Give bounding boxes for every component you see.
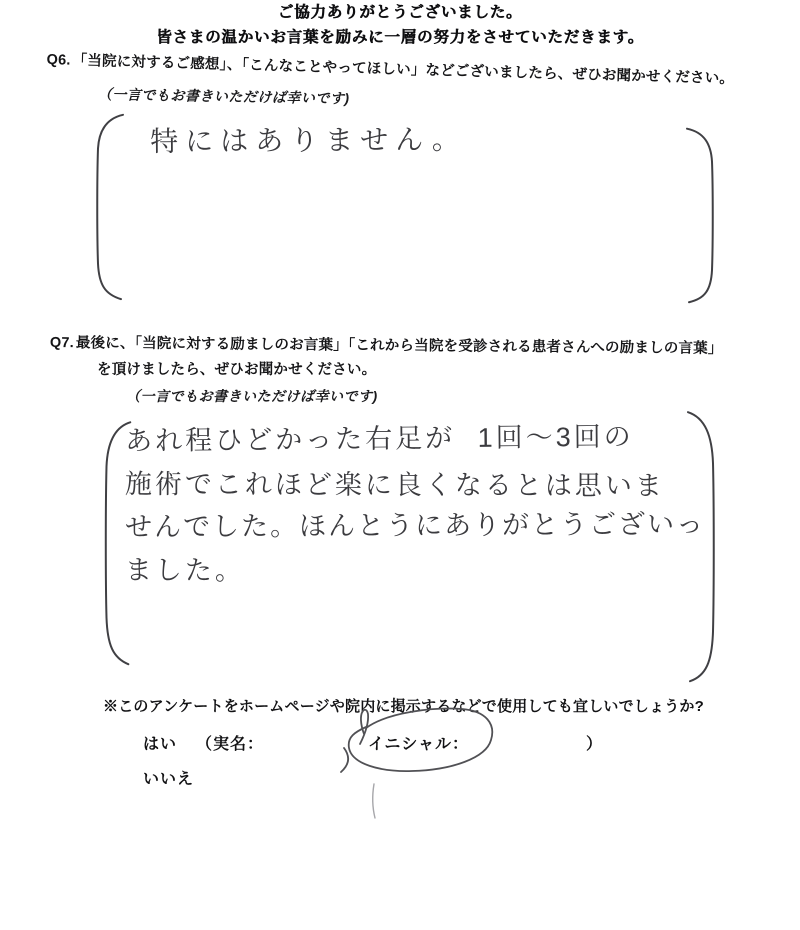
q7-question-line2: を頂けましたら、ぜひお聞かせください。 [97,362,377,378]
q6-question-line [46,48,734,88]
closing-line1: ご協力ありがとうございました。 [277,4,523,21]
q6-note: （一言でもお書きいただけば幸いです) [97,85,350,107]
consent-initial-label: イニシャル： [368,736,470,753]
closing-message [0,0,800,50]
q7-answer-line3: せんでした。ほんとうにありがとうございっ [125,508,706,542]
q7-answer-line1: あれ程ひどかった右足が 1回〜3回の [125,421,634,456]
q7-answer-area [95,408,723,686]
q7-answer-line2: 施術でこれほど楽に良くなるとは思いま [124,468,665,501]
consent-option-yes: はい [143,736,178,753]
q7-label: Q7. [49,334,74,352]
q7-question-line1 [50,331,723,358]
closing-line2: 皆さまの温かいお言葉を励みに一層の努力をさせていただきます。 [156,29,644,46]
q6-answer-area [88,110,724,306]
q6-question-text: 「当院に対するご感想」、「こんなことやってほしい」などございましたら、ぜひお聞かせください。 [72,52,735,88]
handwritten-bracket-right-icon [682,126,722,304]
consent-question: ※このアンケートをホームページや院内に掲示するなどで使用しても宜しいでしょうか? [103,698,704,715]
handwritten-circle-icon [330,702,610,822]
consent-option-no: いいえ [143,771,195,788]
consent-paren-close: ） [586,736,604,753]
q7-answer-text [125,420,705,592]
q6-answer-text: 特にはありません。 [150,123,467,157]
q7-answer-line4: ました。 [124,554,245,586]
consent-real-name-label: （実名： [196,736,265,753]
q7-question-text1: 最後に、「当院に対する励ましのお言葉」「これから当院を受診される患者さんへの励ましの言葉」 [75,335,723,357]
q6-label: Q6. [46,51,71,69]
q7-note: （一言でもお書きいただけば幸いです) [126,388,378,404]
handwritten-bracket-left-icon [88,110,128,302]
